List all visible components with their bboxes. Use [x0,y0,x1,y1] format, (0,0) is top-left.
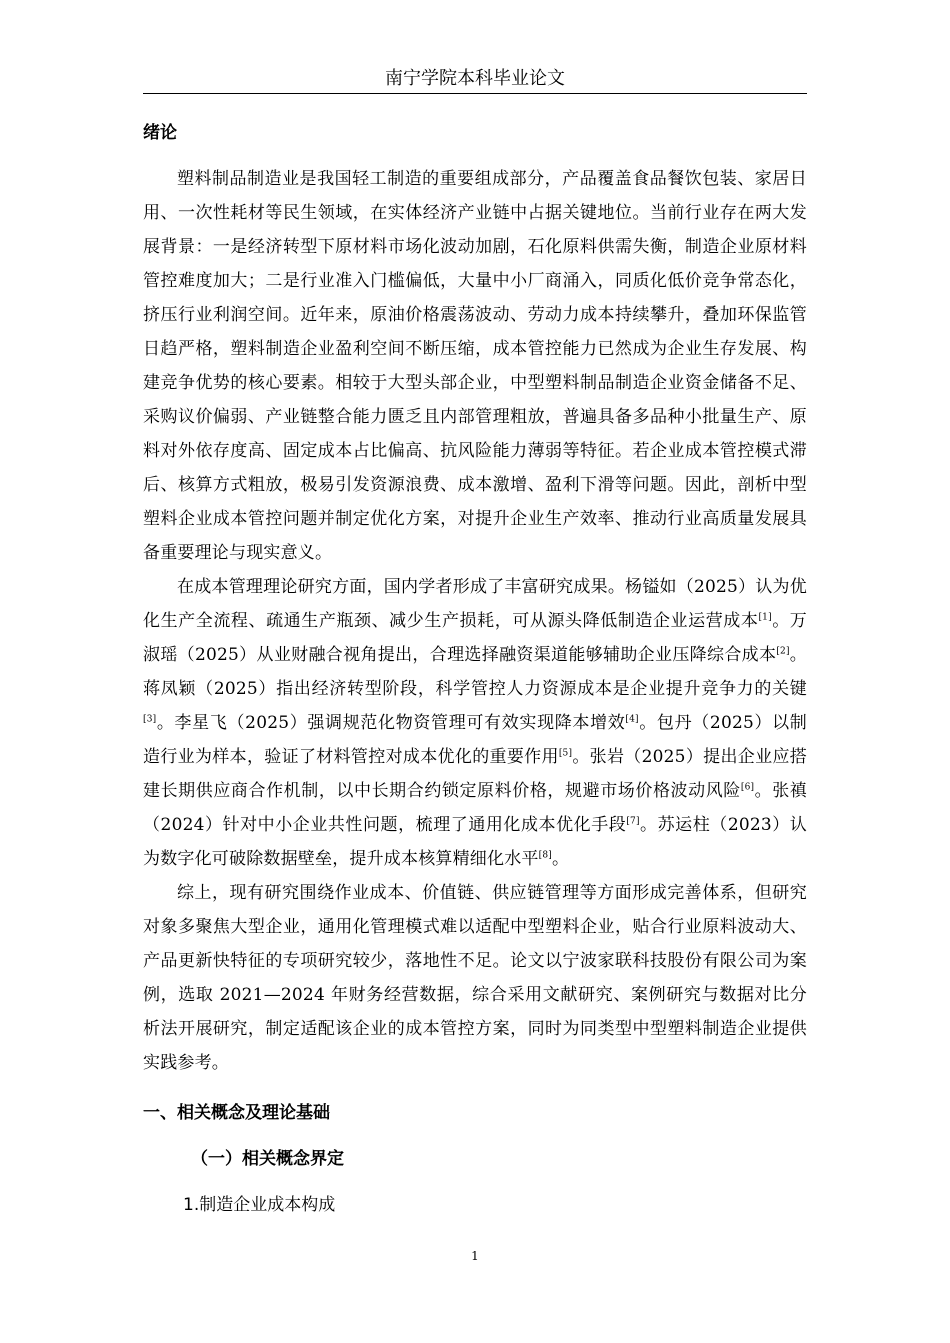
citation-ref: [1] [758,612,772,623]
citation-ref: [5] [558,748,573,759]
page-number: 1 [471,1249,479,1263]
citation-ref: [8] [538,850,552,861]
intro-paragraph-1: 塑料制品制造业是我国轻工制造的重要组成部分，产品覆盖食品餐饮包装、家居日用、一次性耗材等民生领域，在实体经济产业链中占据关键地位。当前行业存在两大发展背景：一是经济转型下原材料市场化波动加剧，石化原料供需失衡，制造企业原材料管控难度加大；二是行业准入门槛偏低，大量中小厂商涌入，同质化低价竞争常态化，挤压行业利润空间。近年来，原油价格震荡波动、劳动力成本持续攀升，叠加环保监管日趋严格，塑料制造企业盈利空间不断压缩，成本管控能力已然成为企业生存发展、构建竞争优势的核心要素。相较于大型头部企业，中型塑料制品制造企业资金储备不足、采购议价偏弱、产业链整合能力匮乏且内部管理粗放，普遍具备多品种小批量生产、原料对外依存度高、固定成本占比偏高、抗风险能力薄弱等特征。若企业成本管控模式滞后、核算方式粗放，极易引发资源浪费、成本激增、盈利下滑等问题。因此，剖析中型塑料企业成本管控问题并制定优化方案，对提升企业生产效率、推动行业高质量发展具备重要理论与现实意义。 [143,169,807,563]
running-header: 南宁学院本科毕业论文 [385,68,565,89]
citation-ref: [4] [625,714,639,725]
literature-sentence: 。万淑瑶（2025）从业财融合视角提出，合理选择融资渠道能够辅助企业压降综合成本 [143,611,807,665]
literature-sentence: 在成本管理理论研究方面，国内学者形成了丰富研究成果。杨镒如（2025）认为优化生产全流程、疏通生产瓶颈、减少生产损耗，可从源头降低制造企业运营成本 [143,577,807,631]
section-heading-1: 一、相关概念及理论基础 [143,1103,330,1123]
citation-ref: [3] [143,714,157,725]
literature-sentence: 。张岩（2025）提出企业应搭建长期供应商合作机制，以中长期合约锁定原料价格，规避市场价格波动风险 [143,747,807,801]
intro-paragraph-2 [143,570,807,876]
literature-sentence: 。张禛（2024）针对中小企业共性问题，梳理了通用化成本优化手段 [143,781,807,835]
subsubsection-heading-1: 1.制造企业成本构成 [183,1195,336,1215]
literature-sentence: 。李星飞（2025）强调规范化物资管理可有效实现降本增效 [156,713,626,733]
citation-ref: [7] [626,816,640,827]
subsection-heading-1: （一）相关概念界定 [191,1149,344,1169]
document-body [143,116,807,1222]
header-divider [143,93,807,94]
citation-ref: [6] [740,782,755,793]
citation-ref: [2] [776,646,790,657]
literature-sentence: 。包丹（2025）以制造行业为样本，验证了材料管控对成本优化的重要作用 [143,713,807,767]
literature-sentence: 。蒋凤颖（2025）指出经济转型阶段，科学管控人力资源成本是企业提升竞争力的关键 [143,645,807,699]
intro-paragraph-3: 综上，现有研究围绕作业成本、价值链、供应链管理等方面形成完善体系，但研究对象多聚焦大型企业，通用化管理模式难以适配中型塑料企业，贴合行业原料波动大、产品更新快特征的专项研究较少，落地性不足。论文以宁波家联科技股份有限公司为案例，选取 2021—2024 年财务经营数据，综合采用文献研究、案例研究与数据对比分析法开展研究，制定适配该企业的成本管控方案，同时为同类型中型塑料制造企业提供实践参考。 [143,883,807,1073]
intro-heading: 绪论 [143,123,177,143]
literature-sentence: 。苏运柱（2023）认为数字化可破除数据壁垒，提升成本核算精细化水平 [143,815,808,869]
literature-sentence: 。 [551,849,570,869]
